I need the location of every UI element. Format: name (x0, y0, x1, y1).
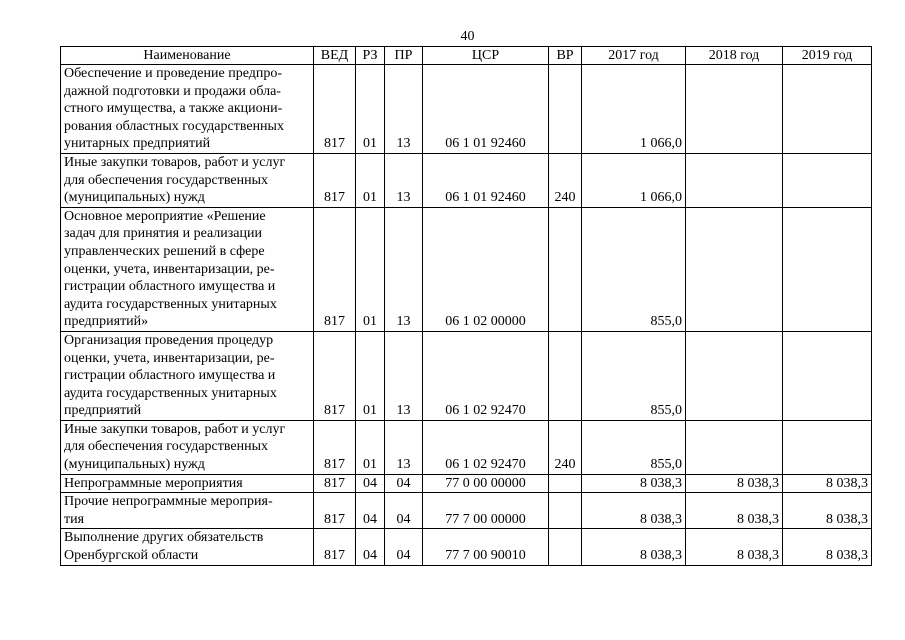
cell-csr: 06 1 01 92460 (423, 153, 549, 207)
cell-rz: 01 (356, 65, 385, 154)
cell-rz: 04 (356, 493, 385, 529)
header-2018: 2018 год (686, 47, 783, 65)
cell-2018 (686, 331, 783, 420)
cell-csr: 77 0 00 00000 (423, 474, 549, 493)
cell-name: Выполнение других обязательств Оренбургской области (61, 529, 314, 565)
header-ved: ВЕД (314, 47, 356, 65)
cell-name: Непрограммные мероприятия (61, 474, 314, 493)
cell-2019 (783, 153, 872, 207)
cell-rz: 01 (356, 331, 385, 420)
cell-csr: 06 1 01 92460 (423, 65, 549, 154)
cell-rz: 04 (356, 529, 385, 565)
cell-csr: 06 1 02 92470 (423, 420, 549, 474)
header-row (61, 47, 872, 65)
cell-name: Иные закупки товаров, работ и услуг для обеспечения государственных (муниципальных) нужд (61, 420, 314, 474)
header-name: Наименование (61, 47, 314, 65)
table-row (61, 474, 872, 493)
cell-2017: 1 066,0 (582, 153, 686, 207)
cell-vr (549, 529, 582, 565)
cell-rz: 01 (356, 207, 385, 331)
cell-name: Прочие непрограммные мероприя- тия (61, 493, 314, 529)
header-2019: 2019 год (783, 47, 872, 65)
cell-2019 (783, 331, 872, 420)
cell-vr (549, 331, 582, 420)
table-row (61, 207, 872, 331)
page-number: 40 (460, 29, 475, 44)
cell-2019: 8 038,3 (783, 474, 872, 493)
header-vr: ВР (549, 47, 582, 65)
cell-csr: 06 1 02 00000 (423, 207, 549, 331)
cell-rz: 04 (356, 474, 385, 493)
cell-2017: 855,0 (582, 207, 686, 331)
cell-2017: 855,0 (582, 331, 686, 420)
cell-ved: 817 (314, 529, 356, 565)
cell-2019: 8 038,3 (783, 529, 872, 565)
table-row (61, 529, 872, 565)
cell-vr (549, 493, 582, 529)
cell-name: Иные закупки товаров, работ и услуг для обеспечения государственных (муниципальных) нужд (61, 153, 314, 207)
cell-2017: 855,0 (582, 420, 686, 474)
cell-2018 (686, 153, 783, 207)
cell-pr: 13 (385, 207, 423, 331)
cell-pr: 04 (385, 529, 423, 565)
cell-2017: 8 038,3 (582, 474, 686, 493)
cell-pr: 13 (385, 65, 423, 154)
cell-2017: 8 038,3 (582, 493, 686, 529)
cell-csr: 77 7 00 90010 (423, 529, 549, 565)
cell-2018: 8 038,3 (686, 529, 783, 565)
budget-table (60, 46, 872, 566)
cell-2019 (783, 207, 872, 331)
cell-rz: 01 (356, 420, 385, 474)
cell-2019 (783, 420, 872, 474)
cell-csr: 77 7 00 00000 (423, 493, 549, 529)
cell-ved: 817 (314, 474, 356, 493)
cell-ved: 817 (314, 65, 356, 154)
table-row (61, 65, 872, 154)
cell-ved: 817 (314, 420, 356, 474)
cell-pr: 13 (385, 153, 423, 207)
cell-ved: 817 (314, 493, 356, 529)
cell-name: Обеспечение и проведение предпро- дажной подготовки и продажи обла- стного имущества, а также акциони- рования областных государственных унитарных предприятий (61, 65, 314, 154)
cell-vr (549, 65, 582, 154)
header-2017: 2017 год (582, 47, 686, 65)
cell-vr (549, 207, 582, 331)
cell-2019 (783, 65, 872, 154)
cell-2018 (686, 207, 783, 331)
table-row (61, 331, 872, 420)
table-row (61, 493, 872, 529)
table-row (61, 420, 872, 474)
cell-ved: 817 (314, 207, 356, 331)
cell-2018 (686, 420, 783, 474)
cell-pr: 13 (385, 331, 423, 420)
header-pr: ПР (385, 47, 423, 65)
cell-pr: 04 (385, 474, 423, 493)
cell-csr: 06 1 02 92470 (423, 331, 549, 420)
cell-vr: 240 (549, 420, 582, 474)
cell-name: Основное мероприятие «Решение задач для принятия и реализации управленческих решений в сфере оценки, учета, инвентаризации, ре- гистрации областного имущества и аудита государственных унитарных предприятий» (61, 207, 314, 331)
cell-2018: 8 038,3 (686, 493, 783, 529)
cell-ved: 817 (314, 331, 356, 420)
cell-vr: 240 (549, 153, 582, 207)
cell-2018 (686, 65, 783, 154)
header-rz: РЗ (356, 47, 385, 65)
cell-2017: 1 066,0 (582, 65, 686, 154)
cell-name: Организация проведения процедур оценки, учета, инвентаризации, ре- гистрации областного имущества и аудита государственных унитарных предприятий (61, 331, 314, 420)
cell-pr: 04 (385, 493, 423, 529)
cell-rz: 01 (356, 153, 385, 207)
cell-pr: 13 (385, 420, 423, 474)
cell-2019: 8 038,3 (783, 493, 872, 529)
cell-2018: 8 038,3 (686, 474, 783, 493)
cell-vr (549, 474, 582, 493)
header-csr: ЦСР (423, 47, 549, 65)
table-body (61, 65, 872, 566)
cell-2017: 8 038,3 (582, 529, 686, 565)
table-row (61, 153, 872, 207)
cell-ved: 817 (314, 153, 356, 207)
